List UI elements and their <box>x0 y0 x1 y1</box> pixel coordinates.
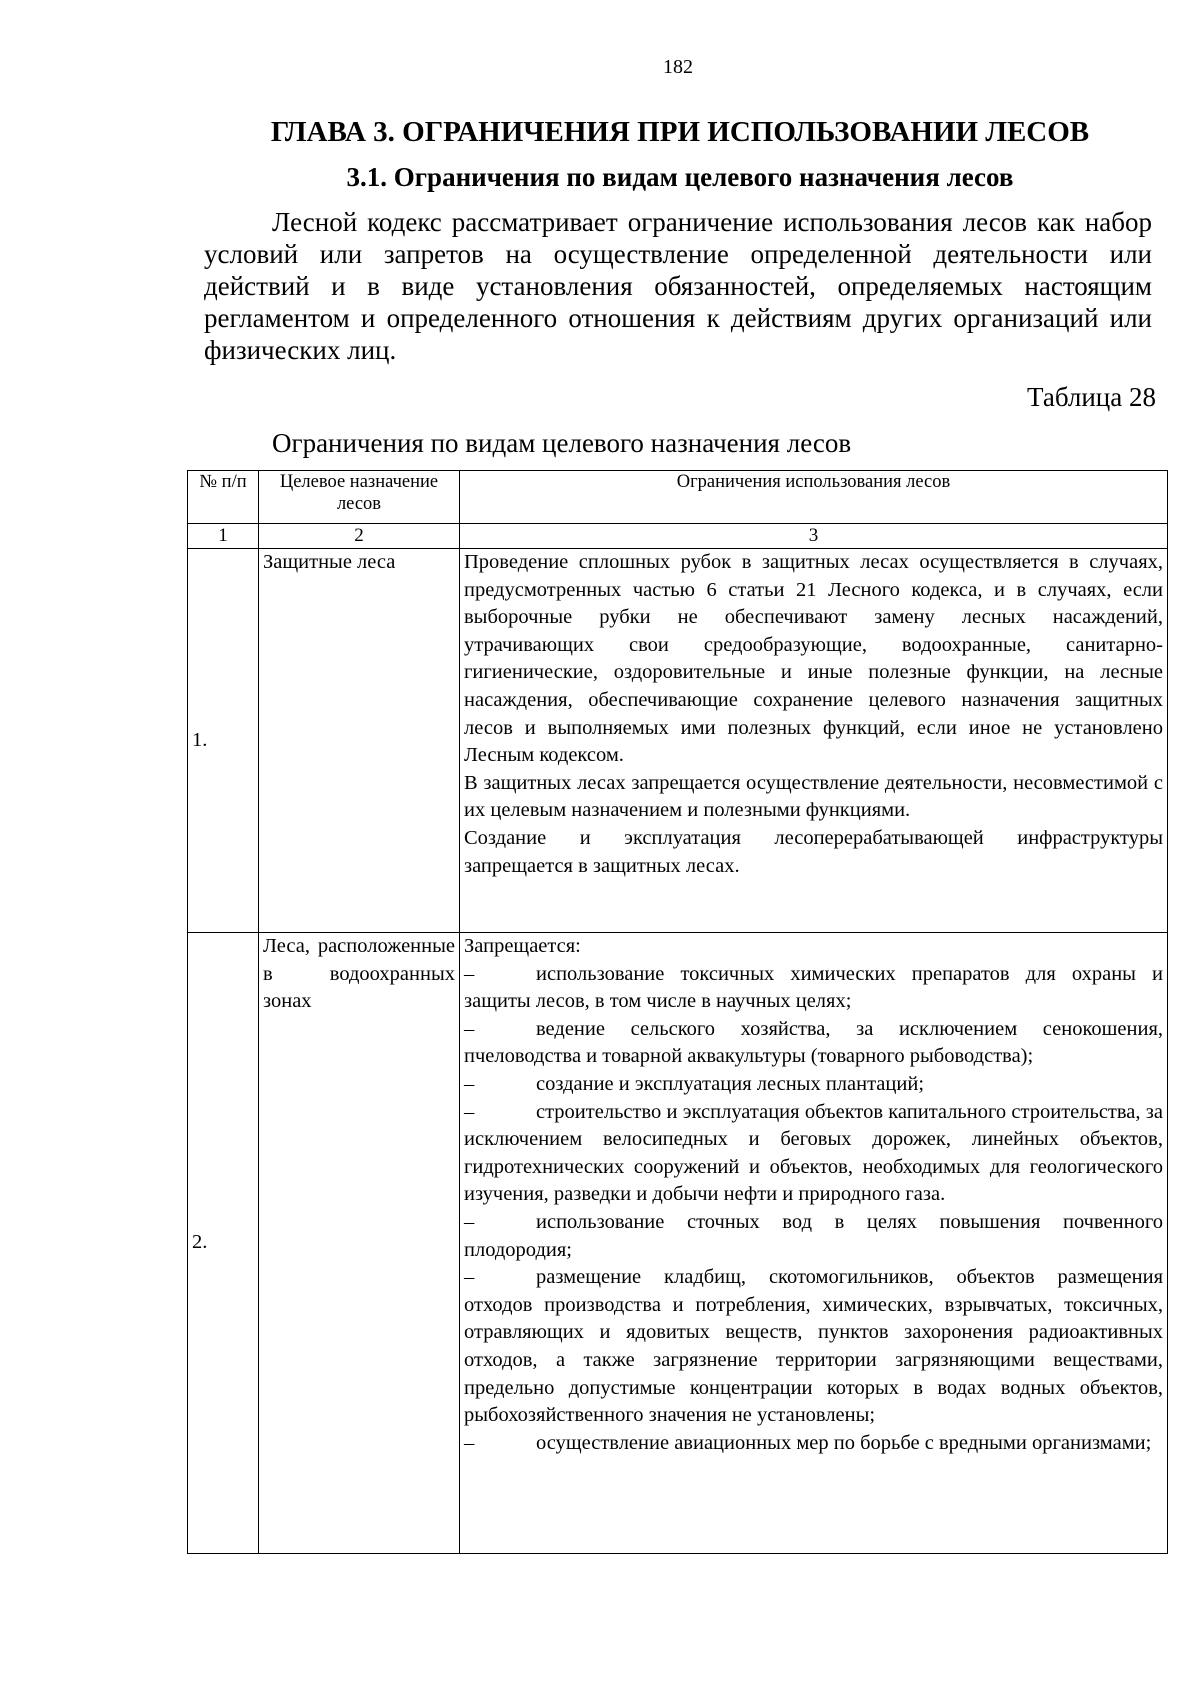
restriction-item-text: использование токсичных химических препаратов для охраны и защиты лесов, в том числе в научных целях; <box>464 962 1163 1013</box>
restriction-item <box>464 1099 1163 1209</box>
header-number: № п/п <box>188 471 259 524</box>
column-number: 1 <box>188 524 259 549</box>
table-caption: Ограничения по видам целевого назначения лесов <box>272 428 852 458</box>
table-row <box>188 549 1168 933</box>
row-purpose: Леса, расположенные в водоохранных зонах <box>259 933 460 1554</box>
restrictions-table <box>187 470 1168 1554</box>
intro-paragraph: Лесной кодекс рассматривает ограничение использования лесов как набор условий или запретов на осуществление определенной деятельности или действий и в виде установления обязанностей, определяемых настоящим регламентом и определенного отношения к действиям других организаций или физических лиц. <box>204 207 1152 365</box>
header-purpose: Целевое назначение лесов <box>259 471 460 524</box>
dash-bullet: – <box>464 1017 475 1040</box>
row-number: 1. <box>188 549 259 933</box>
page-number: 182 <box>663 56 693 78</box>
row-purpose: Защитные леса <box>259 549 460 933</box>
restriction-item-text: создание и эксплуатация лесных плантаций; <box>536 1072 925 1095</box>
dash-bullet: – <box>464 1072 475 1095</box>
dash-bullet: – <box>464 1266 475 1289</box>
restriction-paragraph: Создание и эксплуатация лесоперерабатывающей инфраструктуры запрещается в защитных лесах. <box>464 826 1163 877</box>
restriction-item <box>464 961 1163 1016</box>
restriction-item <box>464 1016 1163 1071</box>
restriction-item <box>464 1071 1163 1099</box>
restriction-paragraph: Проведение сплошных рубок в защитных лесах осуществляется в случаях, предусмотренных частью 6 статьи 21 Лесного кодекса, и в случаях, если выборочные рубки не обеспечивают замену лесных насаждений, утрачивающих свои средообразующие, водоохранные, санитарно-гигиенические, оздоровительные и иные полезные функции, на лесные насаждения, обеспечивающие сохранение целевого назначения защитных лесов и выполняемых ими полезных функций, если иное не установлено Лесным кодексом. <box>464 551 1163 767</box>
restriction-paragraph: В защитных лесах запрещается осуществление деятельности, несовместимой с их целевым назначением и полезными функциями. <box>464 771 1163 822</box>
restriction-item <box>464 1430 1163 1458</box>
row-restrictions <box>460 933 1168 1554</box>
table-header-row <box>188 471 1168 524</box>
restriction-item <box>464 1264 1163 1430</box>
restriction-item-text: размещение кладбищ, скотомогильников, объектов размещения отходов производства и потребления, химических, взрывчатых, токсичных, отравляющих и ядовитых веществ, пунктов захоронения радиоактивных отходов, а также загрязнение территории загрязняющими веществами, предельно допустимые концентрации которых в водах водных объектов, рыбохозяйственного значения не установлены; <box>464 1266 1163 1427</box>
table-number: Таблица 28 <box>1027 382 1156 412</box>
dash-bullet: – <box>464 1100 475 1123</box>
header-restrictions: Ограничения использования лесов <box>460 471 1168 524</box>
dash-bullet: – <box>464 1431 475 1454</box>
dash-bullet: – <box>464 1210 475 1233</box>
column-number-row <box>188 524 1168 549</box>
section-title: 3.1. Ограничения по видам целевого назначения лесов <box>346 162 1014 192</box>
restriction-lead: Запрещается: <box>464 935 581 957</box>
restriction-item-text: осуществление авиационных мер по борьбе с вредными организмами; <box>536 1431 1152 1454</box>
table-row <box>188 933 1168 1554</box>
chapter-title: ГЛАВА 3. ОГРАНИЧЕНИЯ ПРИ ИСПОЛЬЗОВАНИИ ЛЕСОВ <box>270 116 1090 148</box>
row-restrictions <box>460 549 1168 933</box>
restriction-item-text: ведение сельского хозяйства, за исключением сенокошения, пчеловодства и товарной аквакультуры (товарного рыбоводства); <box>464 1017 1163 1068</box>
restriction-item <box>464 1209 1163 1264</box>
dash-bullet: – <box>464 962 475 985</box>
row-number: 2. <box>188 933 259 1554</box>
column-number: 3 <box>460 524 1168 549</box>
restriction-item-text: использование сточных вод в целях повышения почвенного плодородия; <box>464 1210 1163 1261</box>
column-number: 2 <box>259 524 460 549</box>
restriction-item-text: строительство и эксплуатация объектов капитального строительства, за исключением велосипедных и беговых дорожек, линейных объектов, гидротехнических сооружений и объектов, необходимых для геологического изучения, разведки и добычи нефти и природного газа. <box>464 1100 1163 1206</box>
